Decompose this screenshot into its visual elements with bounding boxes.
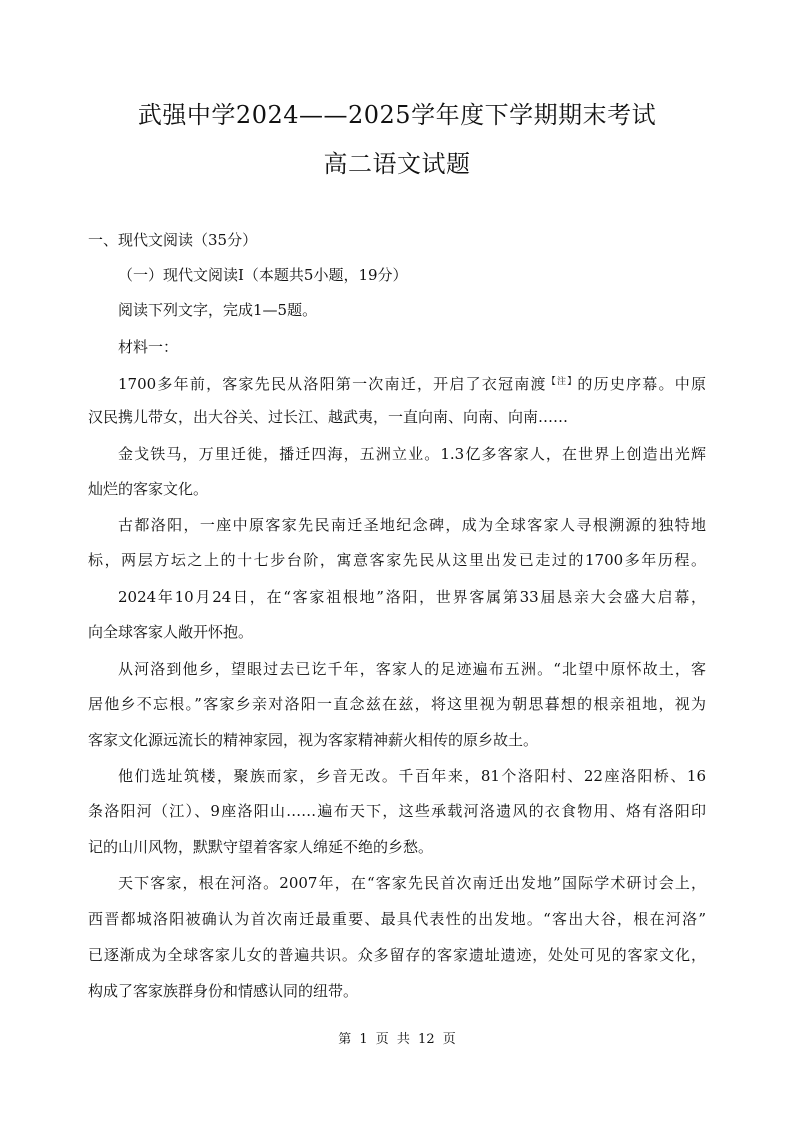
sub-section-heading: （一）现代文阅读Ⅰ（本题共5小题，19分） xyxy=(118,266,408,284)
paragraph-5-line-1: 从河洛到他乡，望眼过去已讫千年，客家人的足迹遍布五洲。“北望中原怀故土，客 xyxy=(118,660,706,678)
instruction-text: 阅读下列文字，完成1—5题。 xyxy=(118,301,318,319)
paragraph-6-line-1: 他们选址筑楼，聚族而家，乡音无改。千百年来，81个洛阳村、22座洛阳桥、16 xyxy=(118,767,706,785)
paragraph-3-line-2: 标，两层方坛之上的十七步台阶，寓意客家先民从这里出发已走过的1700多年历程。 xyxy=(88,551,706,569)
paragraph-7-line-1: 天下客家，根在河洛。2007年，在“客家先民首次南迁出发地”国际学术研讨会上， xyxy=(118,874,706,892)
paragraph-4-line-2: 向全球客家人敞开怀抱。 xyxy=(88,623,254,641)
paragraph-4-line-1: 2024年10月24日，在“客家祖根地”洛阳，世界客属第33届恳亲大会盛大启幕， xyxy=(118,588,706,606)
paragraph-7-line-2: 西晋都城洛阳被确认为首次南迁最重要、最具代表性的出发地。“客出大谷，根在河洛” xyxy=(88,910,706,928)
paragraph-text: 的历史序幕。中原 xyxy=(577,375,706,393)
paragraph-2-line-2: 灿烂的客家文化。 xyxy=(88,480,209,498)
paragraph-text: 1700多年前，客家先民从洛阳第一次南迁，开启了衣冠南渡 xyxy=(118,375,547,393)
paragraph-3-line-1: 古都洛阳，一座中原客家先民南迁圣地纪念碑，成为全球客家人寻根溯源的独特地 xyxy=(118,516,706,534)
exam-title: 武强中学2024——2025学年度下学期期末考试 xyxy=(137,101,657,129)
paragraph-6-line-3: 记的山川风物，默默守望着客家人绵延不绝的乡愁。 xyxy=(88,838,434,856)
page-number: 第 1 页 共 12 页 xyxy=(338,1032,456,1047)
paragraph-7-line-4: 构成了客家族群身份和情感认同的纽带。 xyxy=(88,982,359,1000)
paragraph-2-line-1: 金戈铁马，万里迁徙，播迁四海，五洲立业。1.3亿多客家人，在世界上创造出光辉 xyxy=(118,445,706,463)
exam-subtitle: 高二语文试题 xyxy=(323,150,471,178)
paragraph-5-line-2: 居他乡不忘根。”客家乡亲对洛阳一直念兹在兹，将这里视为朝思暮想的根亲祖地，视为 xyxy=(88,695,706,713)
section-heading: 一、现代文阅读（35分） xyxy=(88,231,258,249)
paragraph-6-line-2: 条洛阳河（江）、9座洛阳山……遍布天下，这些承载河洛遗风的衣食物用、烙有洛阳印 xyxy=(88,802,706,820)
note-marker: 【注】 xyxy=(546,377,578,387)
paragraph-1-line-1 xyxy=(118,372,706,394)
material-label: 材料一： xyxy=(118,338,179,356)
paragraph-1-line-2: 汉民携儿带女，出大谷关、过长江、越武夷，一直向南、向南、向南…… xyxy=(88,408,569,426)
paragraph-5-line-3: 客家文化源远流长的精神家园，视为客家精神薪火相传的原乡故土。 xyxy=(88,731,539,749)
paragraph-7-line-3: 已逐渐成为全球客家儿女的普遍共识。众多留存的客家遗址遗迹，处处可见的客家文化， xyxy=(88,946,706,964)
